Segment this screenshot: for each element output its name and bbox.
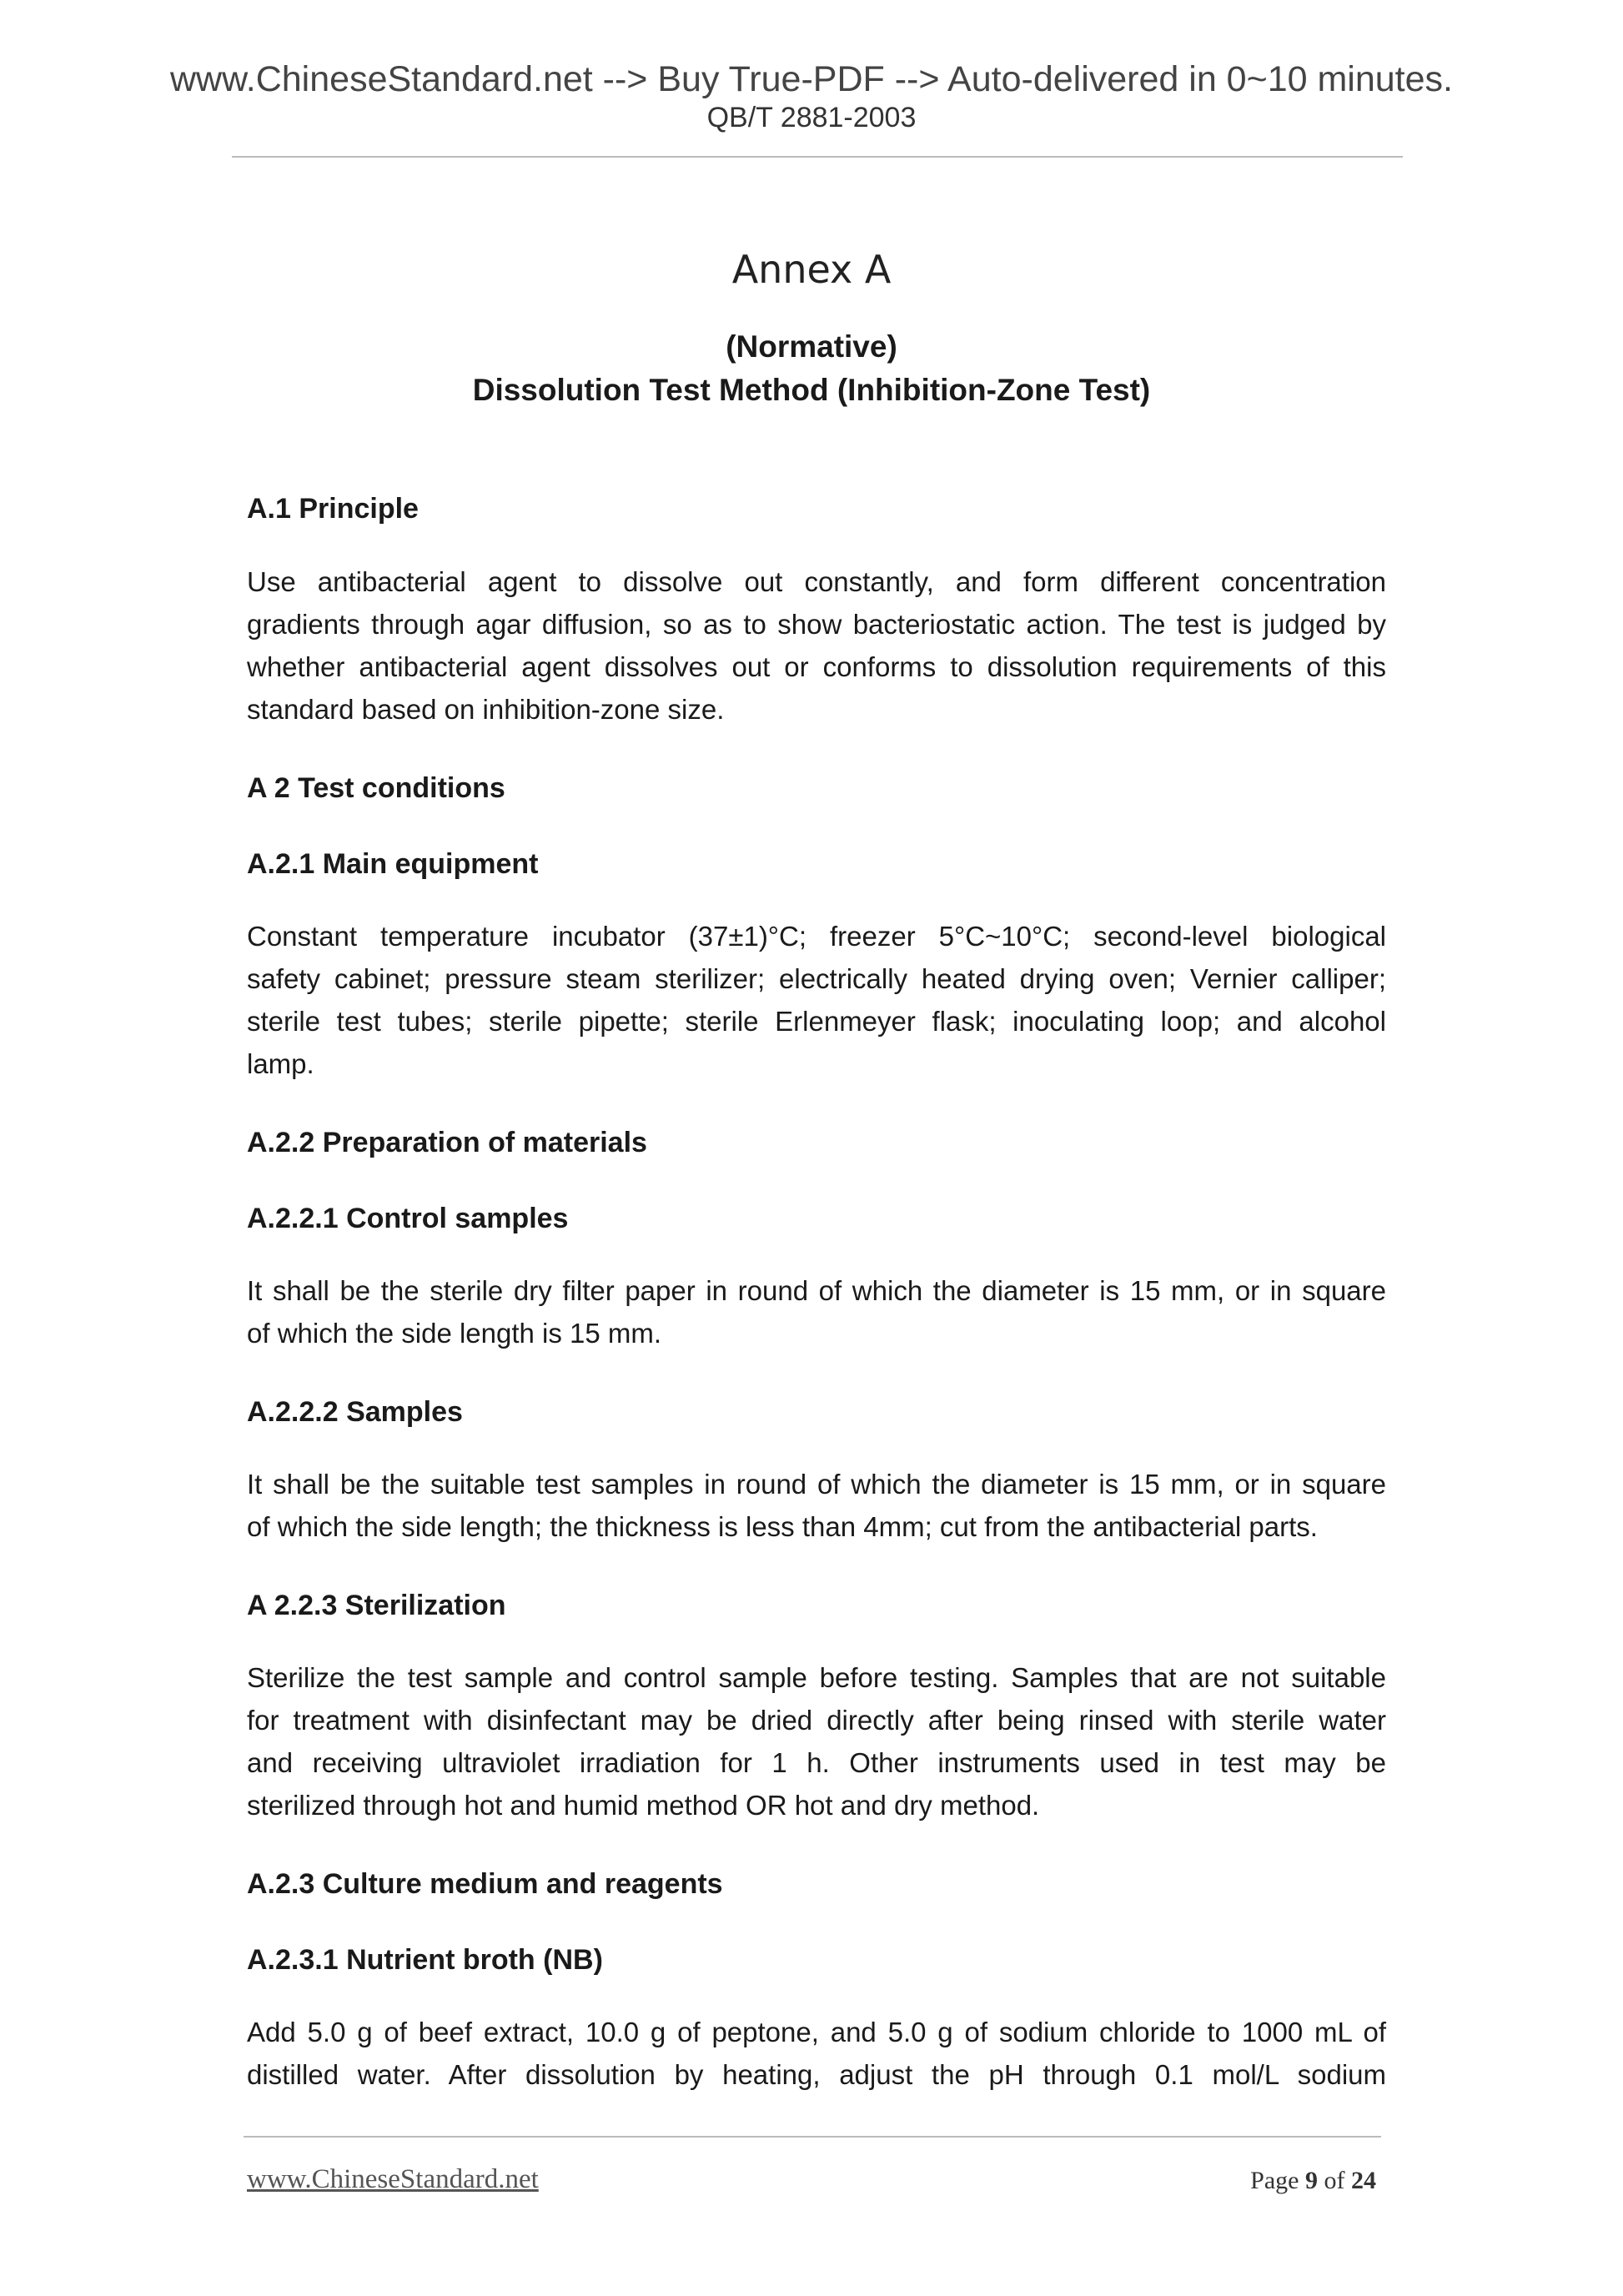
text-line: sterile test tubes; sterile pipette; sterile Erlenmeyer flask; inoculating loop; and alcohol: [247, 1006, 1386, 1037]
text-line: standard based on inhibition-zone size.: [247, 694, 725, 725]
section-text-a21: [247, 915, 1386, 1085]
annex-name: Dissolution Test Method (Inhibition-Zone Test): [472, 373, 1151, 407]
section-heading-a23: A.2.3 Culture medium and reagents: [247, 1868, 723, 1900]
section-heading-a221: A.2.2.1 Control samples: [247, 1203, 569, 1234]
section-text-a231: [247, 2011, 1386, 2096]
text-line: Constant temperature incubator (37±1)°C; freezer 5°C~10°C; second-level biological: [247, 921, 1386, 952]
annex-type: (Normative): [726, 329, 897, 364]
text-line: It shall be the suitable test samples in round of which the diameter is 15 mm, or in square: [247, 1469, 1386, 1500]
text-line: Add 5.0 g of beef extract, 10.0 g of peptone, and 5.0 g of sodium chloride to 1000 mL of: [247, 2017, 1386, 2047]
footer-divider: [244, 2136, 1381, 2138]
section-heading-a21: A.2.1 Main equipment: [247, 848, 539, 880]
text-line: safety cabinet; pressure steam sterilizer; electrically heated drying oven; Vernier calliper;: [247, 963, 1386, 994]
header-divider: [232, 156, 1403, 158]
text-line: gradients through agar diffusion, so as to show bacteriostatic action. The test is judged by: [247, 609, 1386, 640]
text-line: whether antibacterial agent dissolves out or conforms to dissolution requirements of this: [247, 651, 1386, 682]
text-line: Use antibacterial agent to dissolve out constantly, and form different concentration: [247, 566, 1386, 597]
text-line: and receiving ultraviolet irradiation for 1 h. Other instruments used in test may be: [247, 1747, 1386, 1778]
section-text-a223: [247, 1656, 1386, 1826]
standard-code: QB/T 2881-2003: [706, 102, 917, 133]
text-line: Sterilize the test sample and control sample before testing. Samples that are not suitable: [247, 1662, 1386, 1693]
page-current: 9: [1305, 2167, 1318, 2194]
section-text-a221: [247, 1269, 1386, 1354]
section-text-a1: [247, 560, 1386, 731]
text-line: lamp.: [247, 1048, 314, 1079]
footer-site-link[interactable]: www.ChineseStandard.net: [247, 2164, 539, 2194]
section-heading-a1: A.1 Principle: [247, 493, 419, 525]
text-line: of which the side length; the thickness is less than 4mm; cut from the antibacterial parts.: [247, 1511, 1318, 1542]
page-number: [1250, 2168, 1376, 2193]
annex-title: Annex A: [731, 247, 892, 292]
text-line: It shall be the sterile dry filter paper in round of which the diameter is 15 mm, or in square: [247, 1275, 1386, 1306]
section-heading-a223: A 2.2.3 Sterilization: [247, 1590, 506, 1621]
text-line: for treatment with disinfectant may be dried directly after being rinsed with sterile water: [247, 1705, 1386, 1736]
page-total: 24: [1351, 2167, 1376, 2194]
page-label: Page: [1250, 2167, 1299, 2194]
page-of: of: [1324, 2167, 1345, 2194]
section-heading-a222: A.2.2.2 Samples: [247, 1396, 463, 1428]
text-line: of which the side length is 15 mm.: [247, 1318, 662, 1349]
section-heading-a231: A.2.3.1 Nutrient broth (NB): [247, 1944, 603, 1976]
section-heading-a22: A.2.2 Preparation of materials: [247, 1127, 647, 1158]
text-line: sterilized through hot and humid method OR hot and dry method.: [247, 1790, 1040, 1821]
section-text-a222: [247, 1463, 1386, 1548]
text-line: distilled water. After dissolution by heating, adjust the pH through 0.1 mol/L sodium: [247, 2059, 1386, 2090]
site-banner[interactable]: www.ChineseStandard.net --> Buy True-PDF --> Auto-delivered in 0~10 minutes.: [169, 59, 1453, 99]
section-heading-a2: A 2 Test conditions: [247, 772, 505, 804]
